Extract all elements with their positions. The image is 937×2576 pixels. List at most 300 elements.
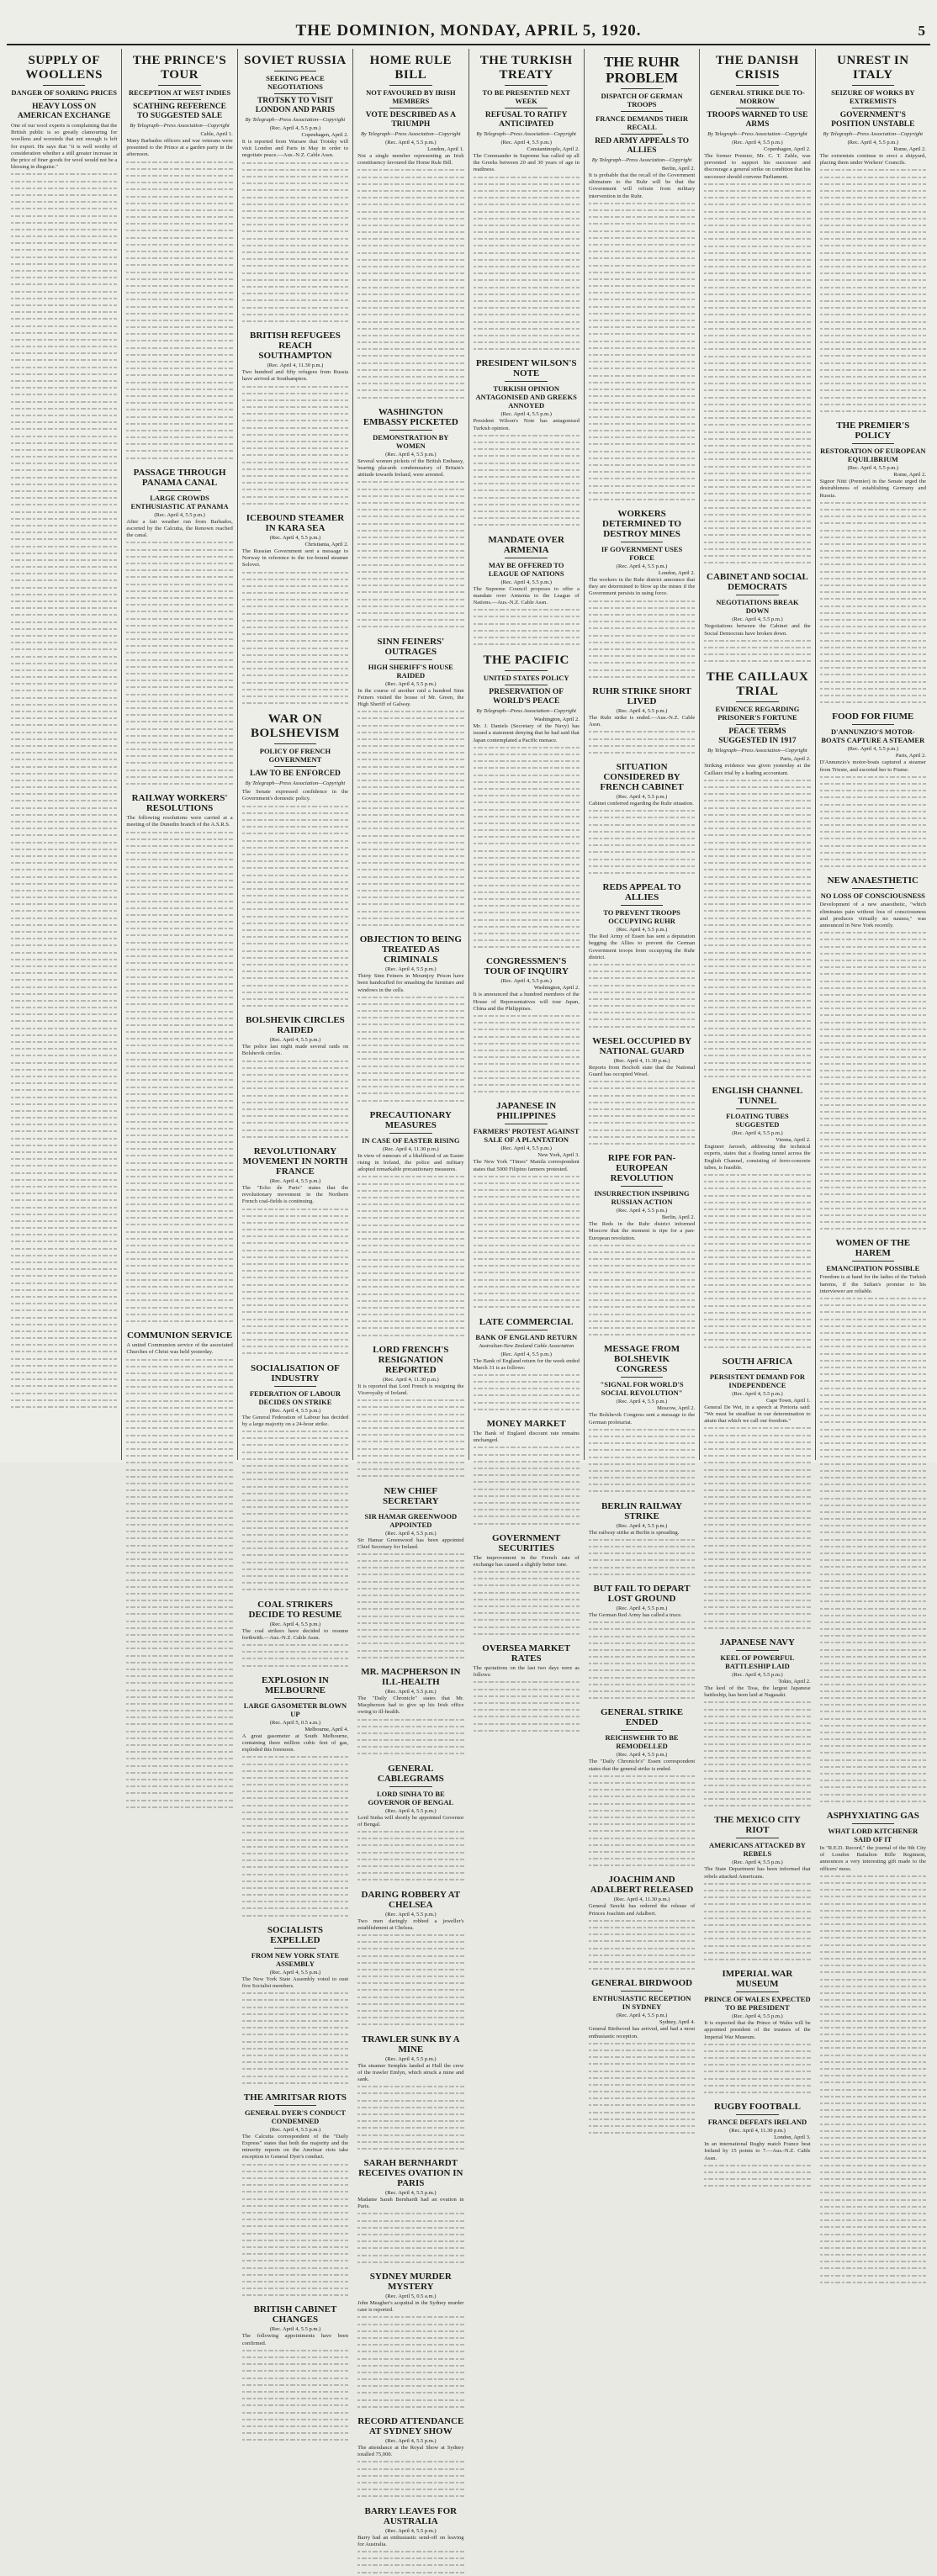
body-line bbox=[11, 405, 117, 412]
body-line bbox=[11, 1287, 117, 1293]
body-line bbox=[11, 1087, 117, 1093]
body-line bbox=[242, 242, 348, 249]
body-line bbox=[589, 331, 695, 337]
body-line bbox=[126, 601, 232, 608]
body-line bbox=[820, 630, 926, 637]
body-line bbox=[242, 844, 348, 851]
article-text: The former Premier, Mr. C. T. Zahle, was prevented to support his successor and discourage a general strike on condition that his successor should convene Parliament. bbox=[704, 153, 811, 180]
body-line bbox=[357, 569, 463, 575]
article-text: Freedom is at hand for the ladies of the Turkish harems, if the Sultan's promise to his interviewer are reliable. bbox=[819, 1274, 926, 1294]
body-line bbox=[820, 1605, 926, 1612]
body-line bbox=[242, 1428, 348, 1435]
body-line bbox=[589, 728, 695, 735]
body-line bbox=[820, 2141, 926, 2148]
article-headline: SYDNEY MURDER MYSTERY bbox=[369, 2271, 452, 2292]
body-line bbox=[589, 448, 695, 455]
body-line bbox=[704, 818, 810, 825]
headline-rule bbox=[621, 1730, 664, 1731]
body-line bbox=[242, 1753, 348, 1760]
received-time: (Rec. April 4, 5.5 p.m.) bbox=[616, 794, 668, 801]
article-text: Barry had an enthusiastic send-off on leaving for Australia. bbox=[357, 2534, 464, 2547]
article-headline: BUT FAIL TO DEPART LOST GROUND bbox=[593, 1583, 691, 1604]
body-line bbox=[357, 2341, 463, 2348]
body-line bbox=[589, 1127, 695, 1134]
body-line bbox=[126, 718, 232, 725]
article-text: Lord Sinha will shortly be appointed Governor of Bengal. bbox=[357, 1814, 464, 1828]
body-line bbox=[589, 1078, 695, 1085]
body-line bbox=[126, 386, 232, 393]
body-line bbox=[357, 1070, 463, 1076]
body-line bbox=[474, 263, 580, 270]
body-line bbox=[357, 729, 463, 736]
body-line bbox=[820, 1054, 926, 1061]
article-deck: PRESERVATION OF WORLD'S PEACE bbox=[489, 688, 564, 706]
body-line bbox=[242, 417, 348, 424]
body-line bbox=[242, 1002, 348, 1009]
body-line bbox=[126, 746, 232, 753]
article-byline: By Telegraph—Press Association—Copyright bbox=[476, 708, 576, 715]
body-line bbox=[11, 860, 117, 866]
received-time: (Rec. April 4, 5.5 p.m.) bbox=[269, 534, 321, 541]
body-line bbox=[357, 1291, 463, 1298]
body-line bbox=[474, 848, 580, 854]
body-line bbox=[11, 639, 117, 646]
body-line bbox=[242, 452, 348, 458]
article bbox=[126, 468, 232, 787]
body-line bbox=[242, 886, 348, 892]
article-deck: FROM NEW YORK STATE ASSEMBLY bbox=[251, 1950, 340, 1968]
body-line bbox=[820, 1336, 926, 1343]
body-line bbox=[242, 2436, 348, 2443]
body-line bbox=[820, 319, 926, 325]
article-deck: TURKISH OPINION ANTAGONISED AND GREEKS ANNOYED bbox=[475, 384, 577, 410]
body-line bbox=[357, 1332, 463, 1339]
body-line bbox=[704, 970, 810, 976]
body-line bbox=[820, 2100, 926, 2107]
body-line bbox=[589, 455, 695, 462]
body-line bbox=[820, 863, 926, 870]
body-line bbox=[357, 2376, 463, 2383]
body-line bbox=[126, 214, 232, 220]
body-line bbox=[357, 2486, 463, 2493]
body-line bbox=[357, 380, 463, 387]
article-headline: TRAWLER SUNK BY A MINE bbox=[361, 2034, 460, 2055]
body-line bbox=[11, 928, 117, 935]
article-headline: THE AMRITSAR RIOTS bbox=[243, 2092, 347, 2103]
body-line bbox=[589, 283, 695, 289]
body-line bbox=[11, 1307, 117, 1314]
body-line bbox=[704, 1928, 810, 1935]
body-line bbox=[242, 2402, 348, 2409]
body-line bbox=[357, 291, 463, 298]
masthead-title: THE DOMINION, MONDAY, APRIL 5, 1920. bbox=[295, 22, 642, 40]
body-line bbox=[357, 1397, 463, 1404]
body-line bbox=[474, 1173, 580, 1180]
body-line bbox=[474, 772, 580, 779]
body-line bbox=[820, 2245, 926, 2251]
article-deck: POLICY OF FRENCH GOVERNMENT bbox=[259, 747, 331, 764]
body-line bbox=[126, 981, 232, 987]
body-line bbox=[11, 198, 117, 205]
body-line bbox=[357, 1863, 463, 1870]
article-headline: ICEBOUND STEAMER IN KARA SEA bbox=[246, 512, 345, 533]
body-line bbox=[589, 989, 695, 996]
body-line bbox=[820, 644, 926, 651]
body-line bbox=[126, 539, 232, 546]
body-line bbox=[357, 319, 463, 325]
body-line bbox=[242, 466, 348, 473]
body-line bbox=[242, 1247, 348, 1254]
body-line bbox=[242, 304, 348, 311]
body-line bbox=[704, 1032, 810, 1039]
received-time: (Rec. April 4, 5.5 p.m.) bbox=[269, 1621, 321, 1627]
body-line bbox=[357, 777, 463, 784]
body-line bbox=[126, 179, 232, 186]
article-headline: IMPERIAL WAR MUSEUM bbox=[722, 1969, 793, 1990]
body-line bbox=[474, 1603, 580, 1610]
body-line bbox=[126, 1125, 232, 1132]
body-line bbox=[357, 715, 463, 722]
body-line bbox=[126, 1063, 232, 1070]
body-line bbox=[242, 1233, 348, 1240]
body-line bbox=[242, 1085, 348, 1092]
body-line bbox=[242, 445, 348, 452]
body-line bbox=[11, 749, 117, 756]
body-line bbox=[126, 269, 232, 276]
body-line bbox=[474, 298, 580, 304]
article-text: Signor Nitti (Premier) in the Senate urged the desirableness of establishing Germany and Russia. bbox=[819, 479, 926, 499]
body-line bbox=[242, 1566, 348, 1573]
body-line bbox=[474, 1458, 580, 1465]
body-line bbox=[820, 985, 926, 992]
body-line bbox=[474, 1582, 580, 1589]
body-line bbox=[126, 953, 232, 960]
body-line bbox=[820, 222, 926, 229]
body-line bbox=[126, 1748, 232, 1755]
received-time: (Rec. April 4, 5.5 p.m.) bbox=[500, 411, 552, 418]
body-line bbox=[820, 229, 926, 235]
body-line bbox=[357, 1222, 463, 1229]
headline-rule bbox=[274, 93, 317, 94]
body-line bbox=[357, 1620, 463, 1627]
body-line bbox=[820, 2011, 926, 2018]
body-line bbox=[11, 1204, 117, 1211]
body-line bbox=[242, 404, 348, 410]
body-line bbox=[589, 310, 695, 317]
body-line bbox=[126, 1755, 232, 1762]
body-line bbox=[357, 1452, 463, 1459]
body-line bbox=[820, 201, 926, 208]
body-line bbox=[126, 1398, 232, 1404]
body-line bbox=[242, 1809, 348, 1816]
body-line bbox=[242, 659, 348, 665]
body-line bbox=[589, 996, 695, 1002]
body-line bbox=[357, 373, 463, 380]
body-line bbox=[242, 1330, 348, 1336]
body-line bbox=[704, 1500, 810, 1507]
article-text: Cabinet conferred regarding the Ruhr situation. bbox=[588, 801, 694, 807]
body-line bbox=[357, 2473, 463, 2479]
body-line bbox=[589, 414, 695, 421]
body-line bbox=[704, 546, 810, 553]
body-line bbox=[126, 616, 232, 622]
columns bbox=[7, 49, 930, 2547]
article bbox=[242, 2092, 348, 2299]
body-line bbox=[357, 562, 463, 569]
body-line bbox=[589, 1461, 695, 1468]
article-text: The steamer Semphis landed at Hull the crew of the trawler Emlyn, which struck a mine and sank. bbox=[357, 2062, 464, 2082]
article bbox=[357, 2272, 463, 2410]
body-line bbox=[820, 2155, 926, 2161]
body-line bbox=[589, 2081, 695, 2088]
body-line bbox=[704, 1275, 810, 1282]
body-line bbox=[820, 513, 926, 520]
body-line bbox=[589, 1474, 695, 1481]
body-line bbox=[11, 1128, 117, 1135]
body-line bbox=[704, 1425, 810, 1431]
body-line bbox=[820, 1481, 926, 1488]
body-line bbox=[11, 1108, 117, 1114]
body-line bbox=[820, 1667, 926, 1674]
body-line bbox=[242, 989, 348, 996]
article-headline: CABINET AND SOCIAL DEMOCRATS bbox=[707, 572, 808, 593]
body-line bbox=[357, 1242, 463, 1249]
dateline: Cape Town, April 1. bbox=[765, 1397, 811, 1404]
body-line bbox=[11, 233, 117, 240]
body-line bbox=[126, 166, 232, 172]
article bbox=[242, 513, 348, 706]
body-line bbox=[11, 1101, 117, 1108]
body-line bbox=[242, 1435, 348, 1441]
body-line bbox=[589, 1440, 695, 1447]
body-line bbox=[820, 1412, 926, 1419]
headline-rule bbox=[158, 490, 201, 491]
body-line bbox=[474, 1256, 580, 1262]
body-line bbox=[704, 637, 810, 644]
body-line bbox=[242, 201, 348, 208]
body-line bbox=[474, 1088, 580, 1095]
headline-rule bbox=[274, 743, 317, 744]
body-line bbox=[357, 2259, 463, 2266]
body-line bbox=[704, 887, 810, 894]
body-line bbox=[11, 226, 117, 233]
body-line bbox=[357, 1750, 463, 1757]
body-line bbox=[242, 2278, 348, 2285]
body-line bbox=[820, 387, 926, 394]
article-headline: GENERAL CABLEGRAMS bbox=[377, 1763, 444, 1784]
body-line bbox=[704, 1452, 810, 1459]
body-line bbox=[357, 2104, 463, 2111]
body-line bbox=[704, 1316, 810, 1323]
body-line bbox=[704, 1219, 810, 1226]
body-line bbox=[589, 1835, 695, 1842]
body-line bbox=[357, 846, 463, 853]
body-line bbox=[820, 1639, 926, 1646]
body-line bbox=[11, 935, 117, 942]
body-line bbox=[474, 346, 580, 352]
body-line bbox=[126, 649, 232, 656]
article bbox=[357, 1486, 463, 1661]
body-line bbox=[242, 297, 348, 304]
body-line bbox=[589, 2129, 695, 2136]
body-line bbox=[126, 262, 232, 268]
article bbox=[242, 1146, 348, 1357]
article-deck: UNITED STATES POLICY bbox=[483, 674, 569, 683]
body-line bbox=[704, 1004, 810, 1011]
body-line bbox=[357, 922, 463, 928]
body-line bbox=[11, 1162, 117, 1169]
body-line bbox=[820, 2210, 926, 2217]
body-line bbox=[704, 477, 810, 484]
body-line bbox=[126, 1363, 232, 1370]
body-line bbox=[242, 1078, 348, 1085]
body-line bbox=[242, 2182, 348, 2188]
body-line bbox=[704, 250, 810, 257]
body-line bbox=[820, 808, 926, 815]
body-line bbox=[589, 1917, 695, 1924]
body-line bbox=[11, 1121, 117, 1128]
body-line bbox=[11, 894, 117, 901]
dateline: Rome, April 2. bbox=[893, 472, 926, 479]
body-line bbox=[357, 825, 463, 832]
headline-rule bbox=[389, 1133, 432, 1134]
body-line bbox=[820, 277, 926, 283]
received-time: (Rec. April 4, 5.5 p.m.) bbox=[500, 1351, 552, 1357]
body-line bbox=[357, 2404, 463, 2410]
body-line bbox=[704, 1459, 810, 1466]
article-headline: BARRY LEAVES FOR AUSTRALIA bbox=[364, 2505, 458, 2526]
body-line bbox=[357, 1173, 463, 1180]
body-line bbox=[11, 715, 117, 722]
body-line bbox=[820, 1749, 926, 1756]
body-line bbox=[11, 1052, 117, 1059]
article-text: The German Red Army has called a truce. bbox=[588, 1611, 682, 1618]
article-headline: LATE COMMERCIAL bbox=[479, 1316, 574, 1327]
article-byline: Australian-New Zealand Cable Association bbox=[479, 1342, 574, 1349]
body-line bbox=[357, 298, 463, 304]
article-headline: PASSAGE THROUGH PANAMA CANAL bbox=[133, 467, 226, 488]
body-line bbox=[357, 2083, 463, 2090]
body-line bbox=[126, 186, 232, 193]
body-line bbox=[704, 304, 810, 311]
received-time: (Rec. April 4, 5.5 p.m.) bbox=[500, 140, 552, 145]
body-line bbox=[357, 798, 463, 805]
body-line bbox=[357, 894, 463, 901]
body-line bbox=[242, 1545, 348, 1552]
body-line bbox=[474, 1047, 580, 1054]
article-deck: VOTE DESCRIBED AS A TRIUMPH bbox=[365, 111, 456, 129]
body-line bbox=[474, 508, 580, 515]
body-line bbox=[474, 751, 580, 758]
article-headline: JAPANESE IN PHILIPPINES bbox=[496, 1101, 557, 1122]
article-headline: UNREST IN ITALY bbox=[837, 54, 909, 82]
received-time: (Rec. April 4, 5.5 p.m.) bbox=[732, 2013, 783, 2020]
body-line bbox=[126, 711, 232, 718]
body-line bbox=[242, 249, 348, 256]
headline-rule bbox=[736, 724, 779, 725]
body-line bbox=[11, 570, 117, 577]
body-line bbox=[242, 1518, 348, 1525]
body-line bbox=[589, 1119, 695, 1126]
news-column bbox=[585, 49, 700, 2039]
body-line bbox=[704, 874, 810, 881]
body-line bbox=[704, 1178, 810, 1185]
body-line bbox=[589, 618, 695, 625]
body-line bbox=[704, 860, 810, 866]
body-line bbox=[357, 1737, 463, 1743]
body-line bbox=[11, 997, 117, 1004]
body-line bbox=[704, 257, 810, 263]
body-line bbox=[589, 427, 695, 434]
body-line bbox=[357, 603, 463, 610]
body-line bbox=[11, 529, 117, 536]
body-line bbox=[126, 1297, 232, 1304]
body-line bbox=[820, 1515, 926, 1522]
body-line bbox=[126, 1638, 232, 1645]
body-line bbox=[11, 784, 117, 791]
body-line bbox=[357, 1994, 463, 2001]
body-line bbox=[357, 1029, 463, 1035]
body-line bbox=[704, 456, 810, 463]
body-line bbox=[11, 399, 117, 405]
article-text: Sir Hamar Greenwood has been appointed Chief Secretary for Ireland. bbox=[357, 1537, 464, 1550]
body-line bbox=[820, 929, 926, 936]
body-line bbox=[126, 414, 232, 421]
body-line bbox=[820, 787, 926, 794]
body-line bbox=[474, 868, 580, 875]
body-line bbox=[242, 1816, 348, 1822]
body-line bbox=[11, 261, 117, 267]
body-line bbox=[704, 1569, 810, 1576]
body-line bbox=[242, 1476, 348, 1483]
body-line bbox=[589, 870, 695, 876]
article-text: In view of rumours of a likelihood of an Easter rising in Ireland, the police and military adopted remarkable precautionary measures. bbox=[357, 1152, 464, 1173]
body-line bbox=[126, 657, 232, 664]
body-line bbox=[126, 588, 232, 595]
body-line bbox=[704, 1193, 810, 1199]
body-line bbox=[704, 1226, 810, 1233]
body-line bbox=[820, 1330, 926, 1336]
body-line bbox=[357, 805, 463, 812]
article-headline: ENGLISH CHANNEL TUNNEL bbox=[712, 1086, 803, 1107]
body-line bbox=[820, 541, 926, 547]
body-line bbox=[704, 1323, 810, 1330]
body-line bbox=[589, 1277, 695, 1283]
body-line bbox=[126, 1467, 232, 1473]
body-line bbox=[242, 1802, 348, 1809]
body-line bbox=[126, 289, 232, 296]
body-line bbox=[704, 1908, 810, 1915]
body-line bbox=[474, 909, 580, 916]
headline-rule bbox=[621, 134, 664, 135]
body-line bbox=[11, 797, 117, 804]
body-line bbox=[126, 1283, 232, 1290]
body-line bbox=[474, 1304, 580, 1310]
body-line bbox=[589, 235, 695, 241]
body-line bbox=[704, 505, 810, 511]
body-line bbox=[126, 1235, 232, 1242]
body-line bbox=[242, 1878, 348, 1885]
body-line bbox=[589, 1786, 695, 1793]
body-line bbox=[11, 1376, 117, 1383]
body-line bbox=[357, 263, 463, 270]
article-headline: MONEY MARKET bbox=[486, 1419, 566, 1430]
body-line bbox=[704, 1487, 810, 1494]
body-line bbox=[589, 863, 695, 870]
dateline: Washington, April 2. bbox=[533, 985, 580, 992]
article-deck: FRANCE DEMANDS THEIR RECALL bbox=[596, 114, 688, 131]
body-line bbox=[357, 1953, 463, 1960]
